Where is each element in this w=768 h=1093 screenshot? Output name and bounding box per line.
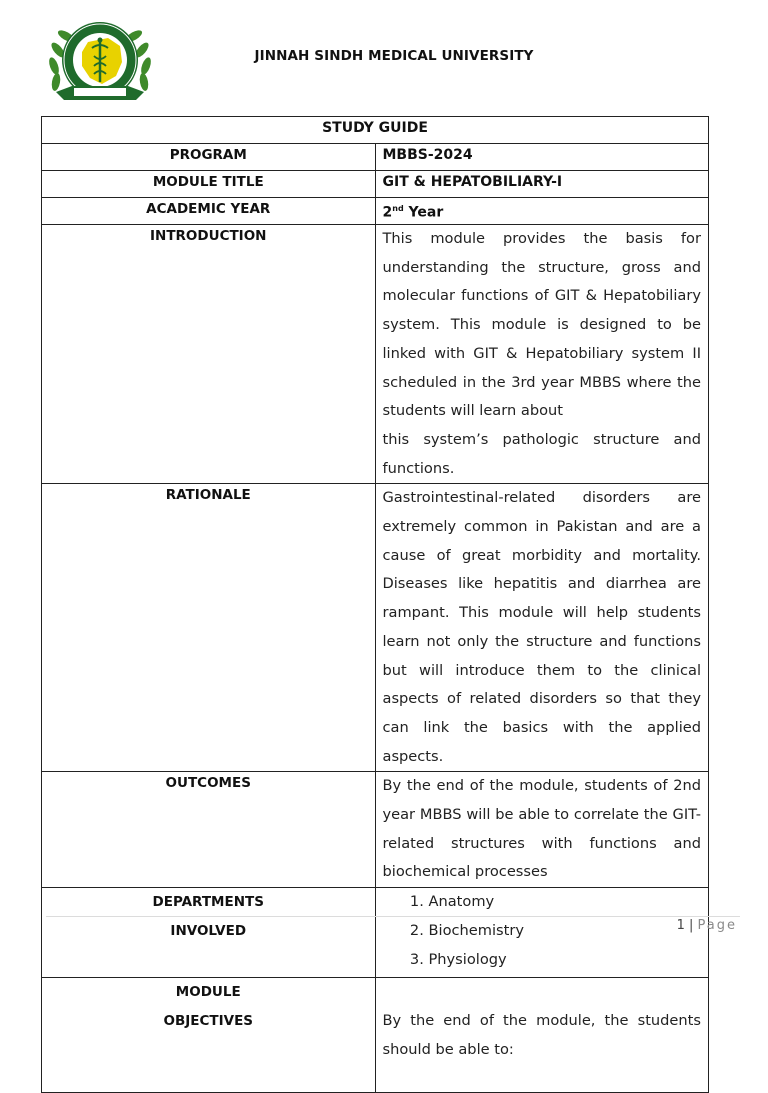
university-title: JINNAH SINDH MEDICAL UNIVERSITY	[254, 48, 534, 64]
program-value: MBBS-2024	[375, 144, 709, 171]
department-item: 3. Physiology	[429, 946, 702, 975]
rationale-text: Gastrointestinal-related disorders are extremely common in Pakistan and are a cause of great morbidity and mortality. Diseases like hepatitis and diarrhea are rampant. This module will help students learn not only the structure and functions but will introduce them to the clinical aspects of related disorders so that they can link the basics with the applied aspects.	[375, 484, 709, 772]
module-title-label: MODULE TITLE	[42, 171, 376, 198]
academic-year-label: ACADEMIC YEAR	[42, 198, 376, 225]
page-number	[677, 918, 737, 933]
department-item: 2. Biochemistry	[429, 917, 702, 946]
academic-year-suffix: nd	[392, 204, 404, 213]
departments-label-line-1: DEPARTMENTS	[152, 894, 264, 911]
page-number-separator: |	[684, 918, 698, 933]
objectives-label-line-1: MODULE	[175, 984, 241, 1001]
introduction-paragraph-end: this system’s pathologic structure and functions.	[382, 430, 701, 477]
academic-year-value	[375, 198, 709, 225]
academic-year-number: 2	[382, 204, 393, 221]
page-word: Page	[697, 918, 737, 933]
objectives-label-line-2: OBJECTIVES	[163, 1012, 254, 1029]
footer-divider	[46, 916, 740, 917]
introduction-text	[375, 225, 709, 484]
introduction-label: INTRODUCTION	[42, 225, 376, 484]
objectives-label	[42, 978, 376, 1093]
departments-list-cell	[375, 888, 709, 978]
program-label: PROGRAM	[42, 144, 376, 171]
module-title-value: GIT & HEPATOBILIARY-I	[375, 171, 709, 198]
department-item: 1. Anatomy	[429, 888, 702, 917]
objectives-text: By the end of the module, the students should be able to:	[375, 978, 709, 1093]
outcomes-label: OUTCOMES	[42, 772, 376, 888]
departments-label-line-2: INVOLVED	[170, 922, 247, 939]
introduction-paragraph: This module provides the basis for understanding the structure, gross and molecular functions of GIT & Hepatobiliary system. This module is designed to be linked with GIT & Hepatobiliary system II scheduled in the 3rd year MBBS where the students will learn about	[382, 230, 701, 420]
departments-label	[42, 888, 376, 978]
outcomes-text: By the end of the module, students of 2nd year MBBS will be able to correlate the GIT-related structures with functions and biochemical processes	[375, 772, 709, 888]
study-guide-table	[41, 116, 709, 1093]
page-number-value: 1	[676, 918, 685, 933]
academic-year-word: Year	[403, 204, 444, 221]
study-guide-heading: STUDY GUIDE	[42, 117, 709, 144]
departments-list	[383, 888, 702, 974]
rationale-label: RATIONALE	[42, 484, 376, 772]
